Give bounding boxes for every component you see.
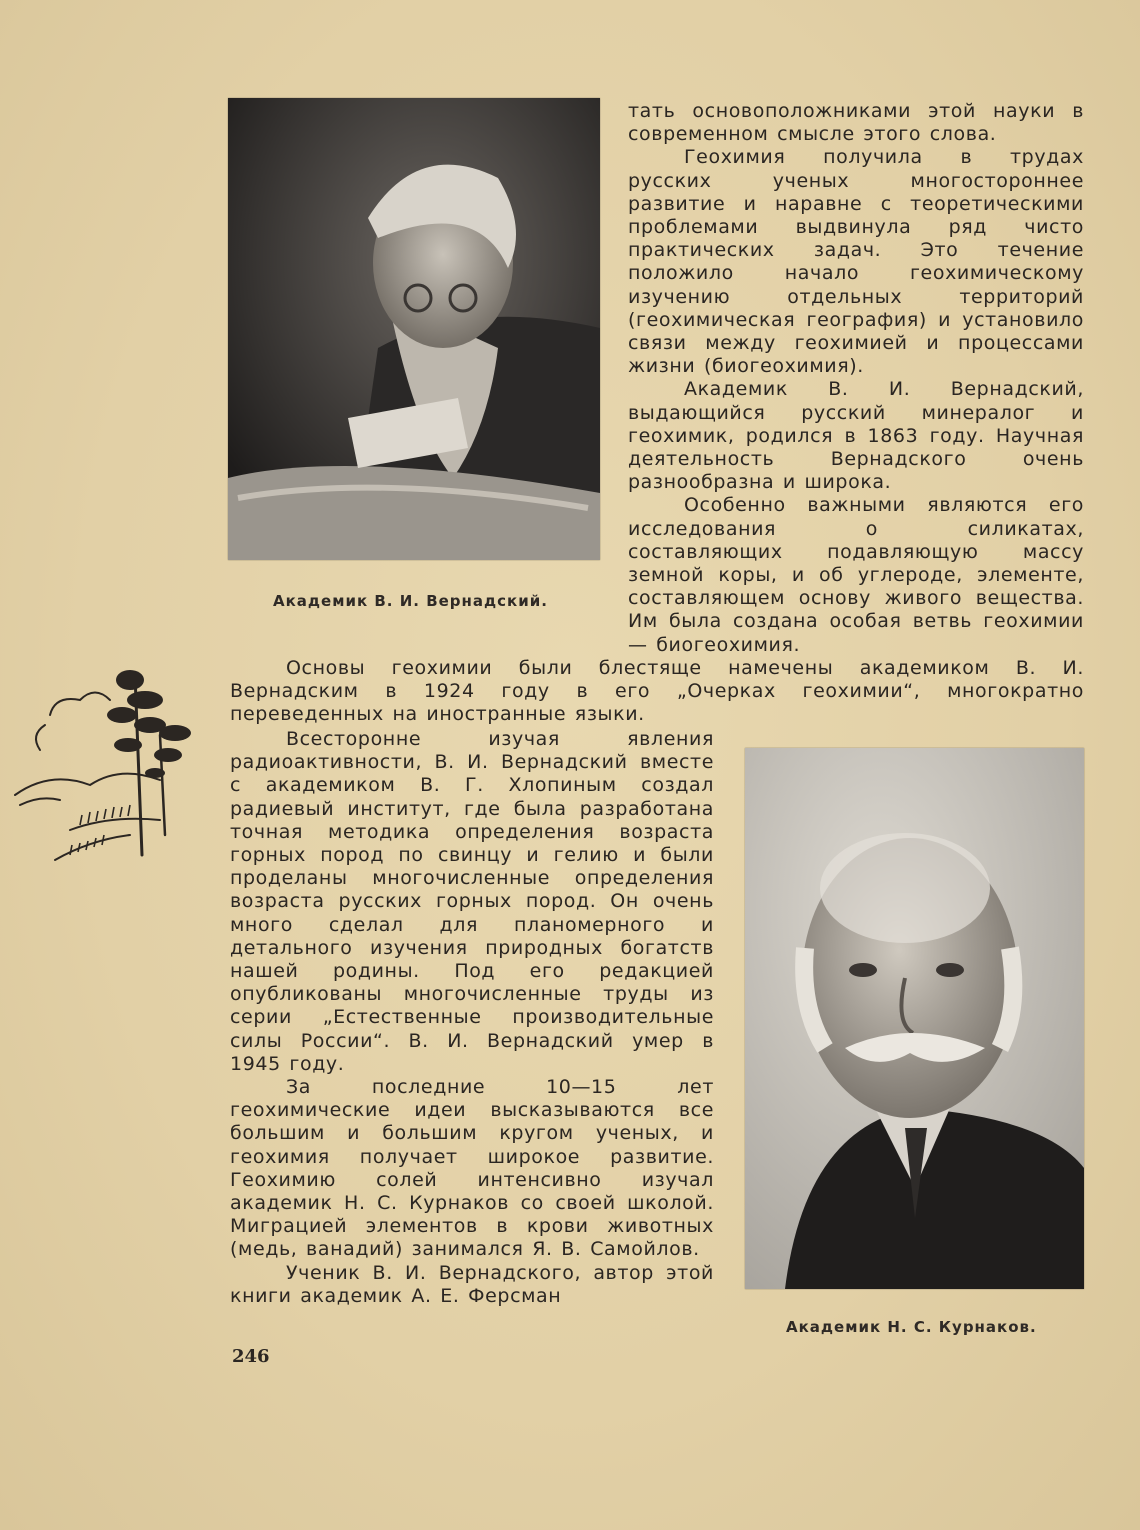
paragraph: Основы геохимии были блестяще намечены академиком В. И. Вернадским в 1924 году в его „Очерках геохимии“, многократно переведенных на иностранные языки.	[230, 657, 1084, 726]
tree-sketch-illustration	[10, 655, 200, 870]
vernadsky-portrait-image	[228, 98, 600, 560]
paragraph: За последние 10—15 лет геохимические идеи высказываются все большим и большим кругом ученых, и геохимия получает широкое развитие. Геохимию солей интенсивно изучал академик Н. С. Курнаков со своей школой. Миграцией элементов в крови животных (медь, ванадий) занимался Я. В. Самойлов.	[230, 1076, 714, 1261]
kurnakov-portrait-photo	[745, 748, 1084, 1289]
paragraph: Всесторонне изучая явления радиоактивности, В. И. Вернадский вместе с академиком В. Г. Хлопиным создал радиевый институт, где была разработана точная методика определения возраста горных пород по свинцу и гелию и были проделаны многочисленные определения возраста русских горных пород. Он очень много сделал для планомерного и детального изучения природных богатств нашей родины. Под его редакцией опубликованы многочисленные труды из серии „Естественные производительные силы России“. В. И. Вернадский умер в 1945 году.	[230, 728, 714, 1075]
paragraph: Ученик В. И. Вернадского, автор этой книги академик А. Е. Ферсман	[230, 1261, 714, 1307]
paragraph: Академик В. И. Вернадский, выдающийся русский минералог и геохимик, родился в 1863 году. Научная деятельность Вернадского очень разнообразна и широка.	[628, 378, 1084, 494]
kurnakov-photo-caption: Академик Н. С. Курнаков.	[786, 1318, 1037, 1336]
paragraph: Особенно важными являются его исследования о силикатах, составляющих подавляющую массу земной коры, и об углероде, элементе, составляющем основу живого вещества. Им была создана особая ветвь геохимии — биогеохимия.	[628, 494, 1084, 656]
vernadsky-photo-caption: Академик В. И. Вернадский.	[273, 592, 548, 610]
vernadsky-portrait-photo	[228, 98, 600, 560]
kurnakov-portrait-image	[745, 748, 1084, 1289]
right-column-text	[628, 100, 1084, 657]
left-column-text	[230, 728, 714, 1308]
paragraph: Геохимия получила в трудах русских ученых многостороннее развитие и наравне с теоретическими проблемами выдвинула ряд чисто практических задач. Это течение положило начало геохимическому изучению отдельных территорий (геохимическая география) и установило связи между геохимией и процессами жизни (биогеохимия).	[628, 146, 1084, 378]
full-width-text	[230, 657, 1084, 727]
paragraph: тать основоположниками этой науки в современном смысле этого слова.	[628, 100, 1084, 146]
page-number: 246	[232, 1346, 270, 1367]
